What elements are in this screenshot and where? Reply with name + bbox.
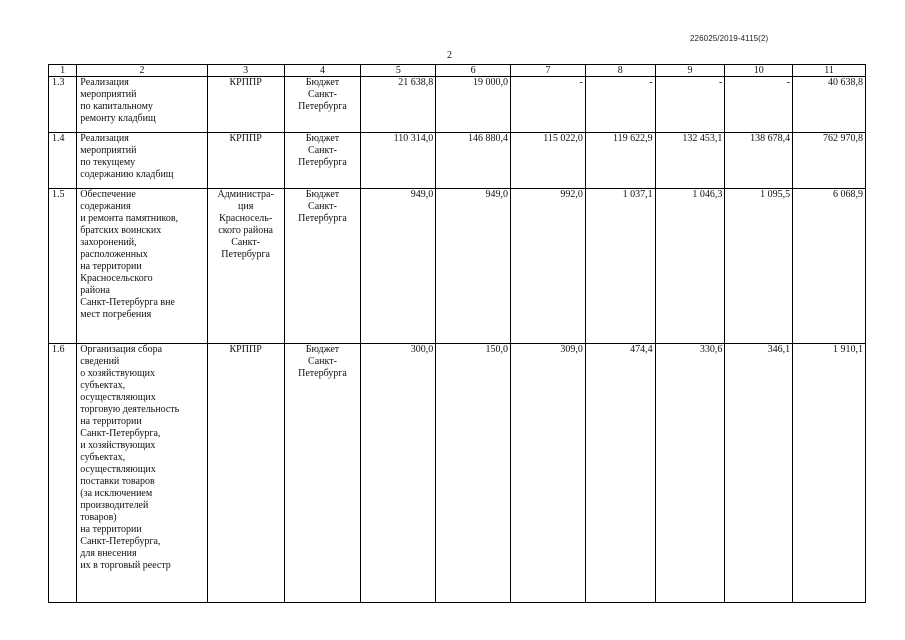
document-number: 226025/2019-4115(2) — [690, 34, 769, 43]
value-cell: 150,0 — [436, 344, 511, 603]
row-number: 1.5 — [49, 189, 77, 344]
row-number: 1.6 — [49, 344, 77, 603]
page-number: 2 — [447, 50, 452, 61]
activity-name: Обеспечение содержания и ремонта памятников, братских воинских захоронений, расположенных на территории Красносельского района Санкт-Петербурга вне мест погребения — [77, 189, 207, 344]
column-header: 8 — [585, 65, 655, 77]
value-cell: 992,0 — [511, 189, 586, 344]
value-cell: 132 453,1 — [655, 133, 725, 189]
value-cell: - — [725, 77, 793, 133]
funding-source: Бюджет Санкт- Петербурга — [284, 133, 361, 189]
column-header: 11 — [793, 65, 866, 77]
value-cell: 309,0 — [511, 344, 586, 603]
total-cell: 1 910,1 — [793, 344, 866, 603]
value-cell: 146 880,4 — [436, 133, 511, 189]
total-cell: 762 970,8 — [793, 133, 866, 189]
value-cell: 300,0 — [361, 344, 436, 603]
total-cell: 40 638,8 — [793, 77, 866, 133]
activity-name: Реализация мероприятий по текущему содержанию кладбищ — [77, 133, 207, 189]
row-number: 1.4 — [49, 133, 77, 189]
value-cell: 474,4 — [585, 344, 655, 603]
table-row — [49, 133, 866, 189]
value-cell: 119 622,9 — [585, 133, 655, 189]
value-cell: 110 314,0 — [361, 133, 436, 189]
total-cell: 6 068,9 — [793, 189, 866, 344]
value-cell: 1 095,5 — [725, 189, 793, 344]
value-cell: 138 678,4 — [725, 133, 793, 189]
executor: КРППР — [207, 344, 284, 603]
column-header: 3 — [207, 65, 284, 77]
value-cell: 115 022,0 — [511, 133, 586, 189]
value-cell: - — [655, 77, 725, 133]
value-cell: 949,0 — [436, 189, 511, 344]
column-header: 9 — [655, 65, 725, 77]
value-cell: 1 037,1 — [585, 189, 655, 344]
table-row — [49, 189, 866, 344]
value-cell: 21 638,8 — [361, 77, 436, 133]
value-cell: - — [585, 77, 655, 133]
table-row — [49, 344, 866, 603]
executor: КРППР — [207, 133, 284, 189]
value-cell: 346,1 — [725, 344, 793, 603]
funding-source: Бюджет Санкт- Петербурга — [284, 189, 361, 344]
value-cell: 1 046,3 — [655, 189, 725, 344]
funding-source: Бюджет Санкт- Петербурга — [284, 344, 361, 603]
value-cell: - — [511, 77, 586, 133]
header-row — [49, 65, 866, 77]
row-number: 1.3 — [49, 77, 77, 133]
value-cell: 949,0 — [361, 189, 436, 344]
column-header: 1 — [49, 65, 77, 77]
activity-name: Организация сбора сведений о хозяйствующих субъектах, осуществляющих торговую деятельность на территории Санкт-Петербурга, и хозяйствующих субъектах, осуществляющих поставки товаров (за исключением производителей товаров) на территории Санкт-Петербурга, для внесения их в торговый реестр — [77, 344, 207, 603]
value-cell: 19 000,0 — [436, 77, 511, 133]
table-row — [49, 77, 866, 133]
program-table — [48, 64, 866, 603]
column-header: 5 — [361, 65, 436, 77]
column-header: 7 — [511, 65, 586, 77]
column-header: 4 — [284, 65, 361, 77]
value-cell: 330,6 — [655, 344, 725, 603]
funding-source: Бюджет Санкт- Петербурга — [284, 77, 361, 133]
executor: Администра- ция Красносель- ского района Санкт- Петербурга — [207, 189, 284, 344]
column-header: 6 — [436, 65, 511, 77]
column-header: 2 — [77, 65, 207, 77]
column-header: 10 — [725, 65, 793, 77]
executor: КРППР — [207, 77, 284, 133]
activity-name: Реализация мероприятий по капитальному ремонту кладбищ — [77, 77, 207, 133]
